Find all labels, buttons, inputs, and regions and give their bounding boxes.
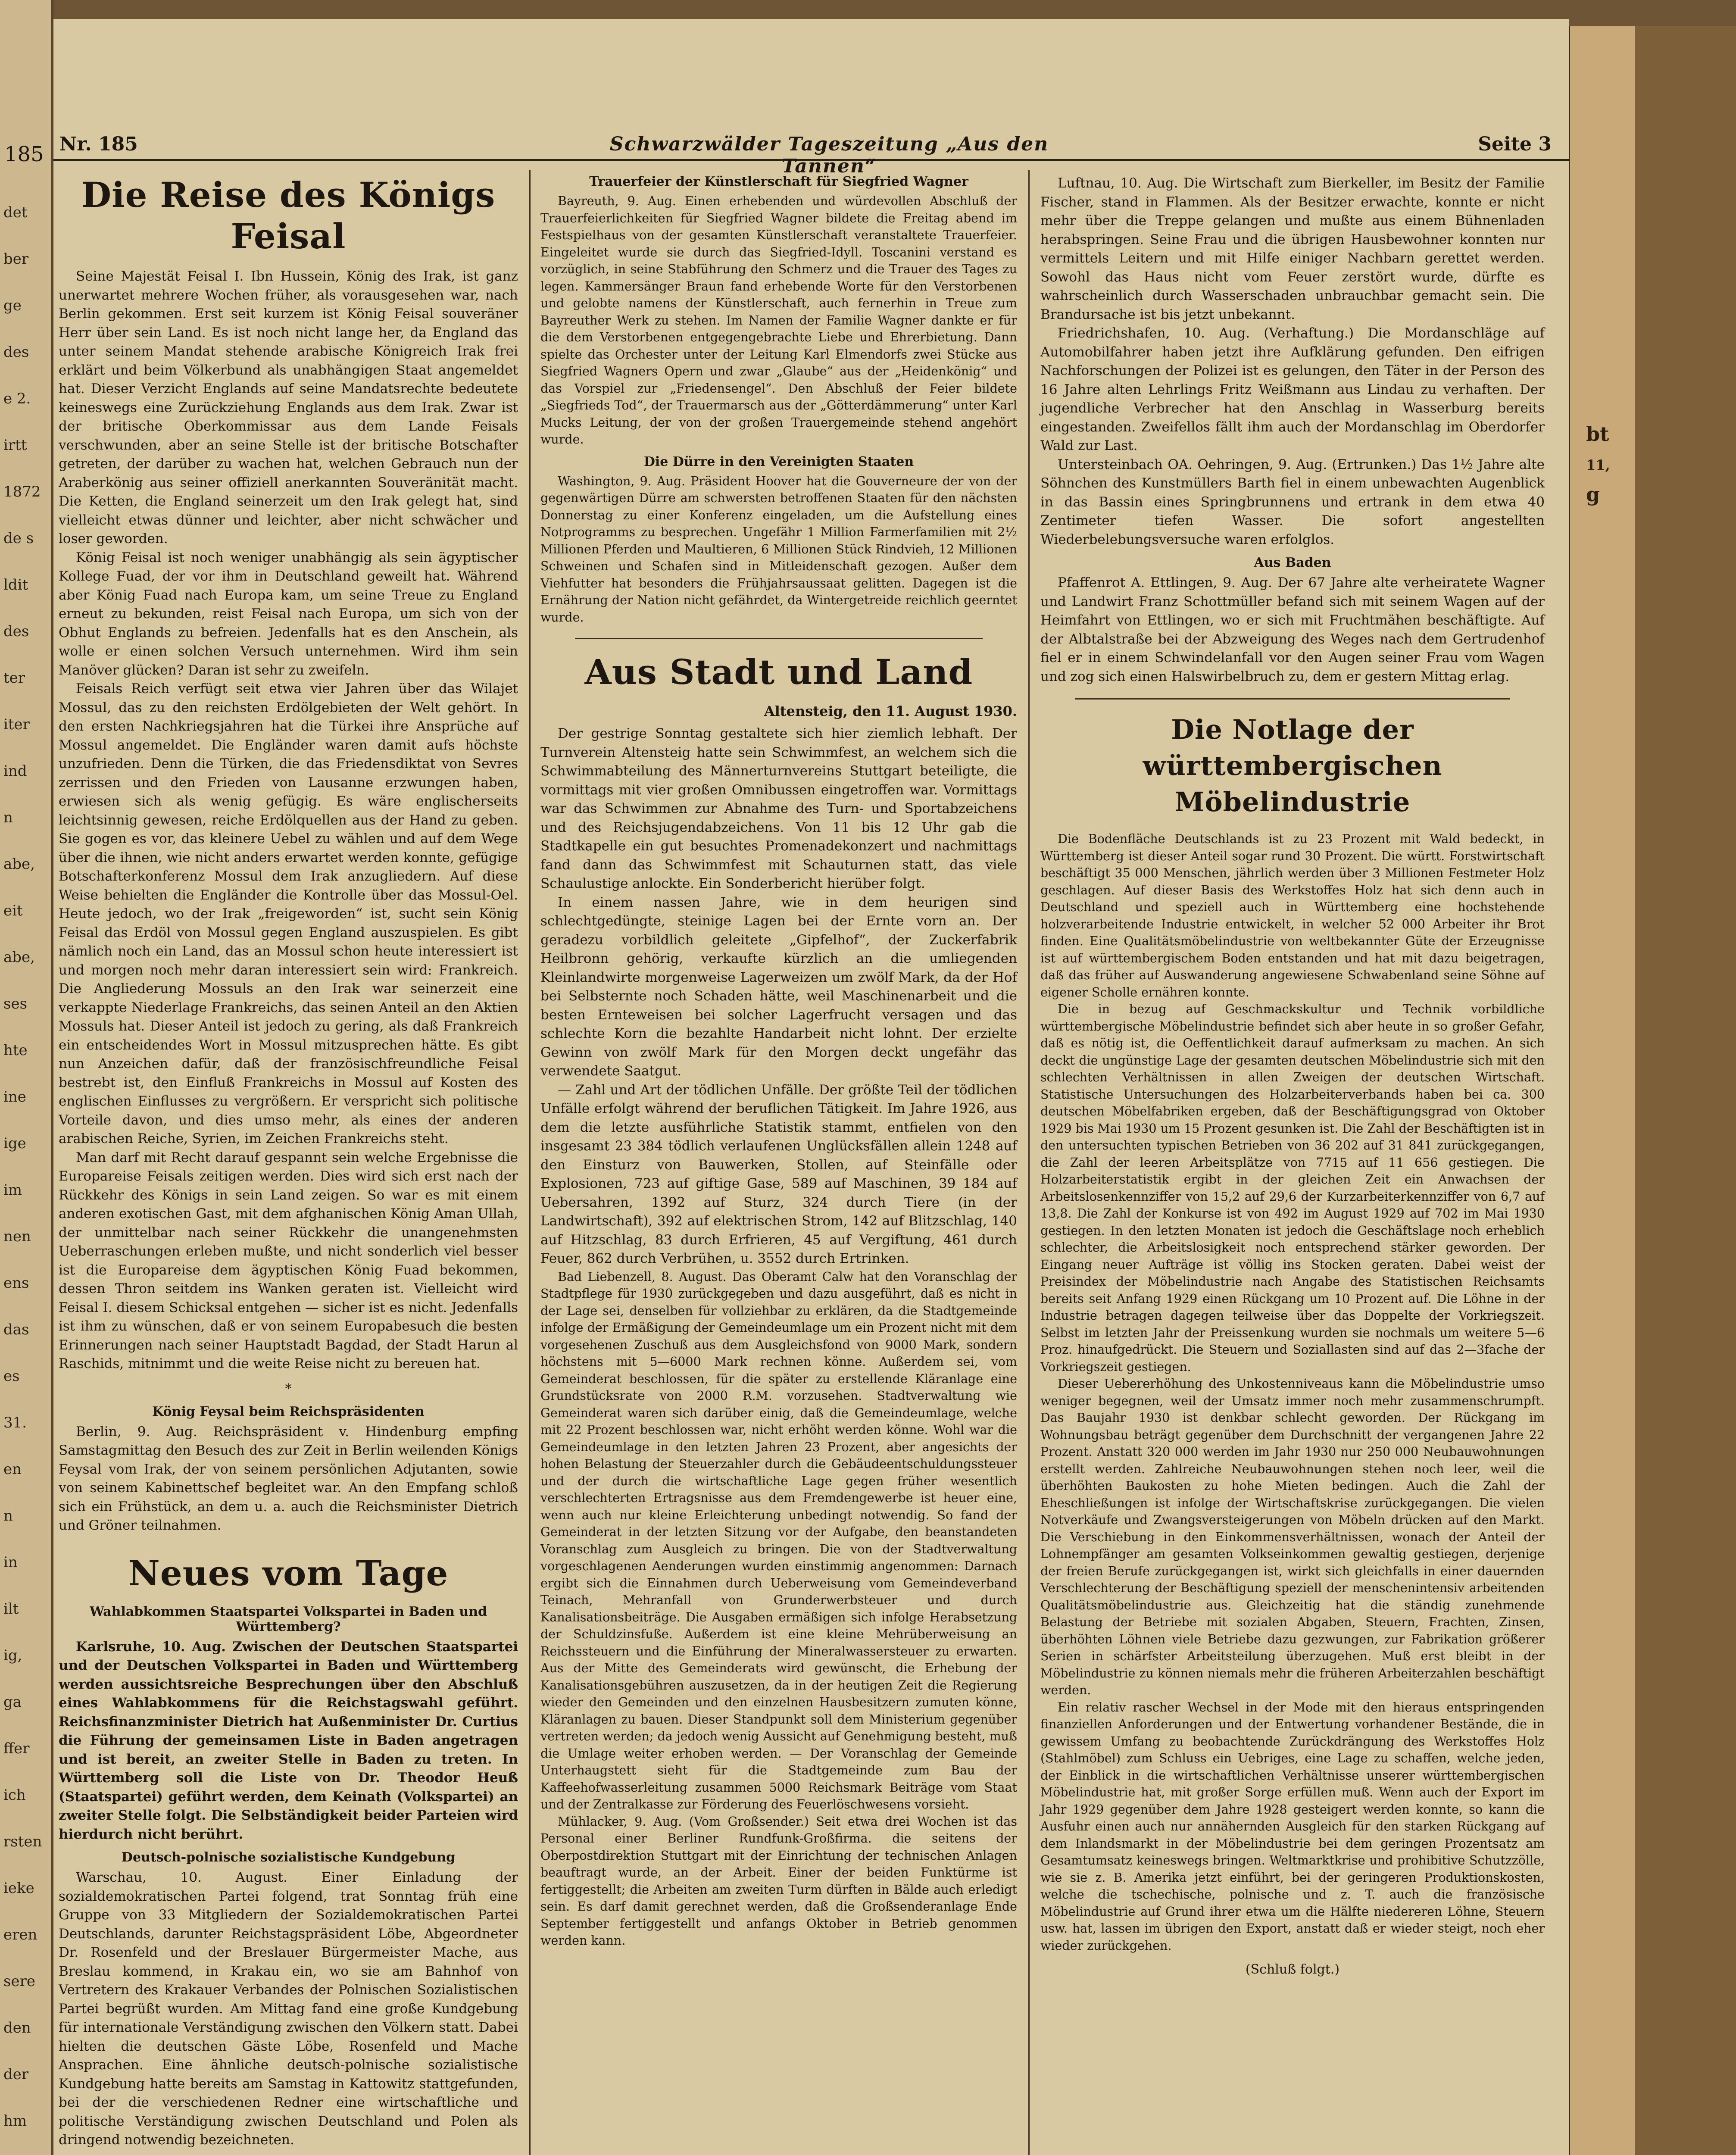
previous-page-fragment: 1872 bbox=[3, 483, 41, 500]
previous-page-fragment: n bbox=[3, 1507, 13, 1524]
previous-page-fragment: ge bbox=[3, 297, 22, 314]
previous-page-fragment: ldit bbox=[3, 576, 28, 593]
previous-page-fragment: eren bbox=[3, 1926, 37, 1943]
subheadline: Wahlabkommen Staatspartei Volkspartei in Baden und Württemberg? bbox=[90, 1604, 487, 1634]
issue-number: Nr. 185 bbox=[59, 133, 138, 155]
previous-page-fragment: abe, bbox=[3, 856, 35, 873]
previous-page-fragment: de s bbox=[3, 530, 34, 547]
masthead bbox=[53, 129, 1569, 177]
separator-star: * bbox=[285, 1381, 292, 1396]
article-paragraph: Seine Majestät Feisal I. Ibn Hussein, König des Irak, ist ganz unerwartet mehrere Wochen früher, als vorausgesehen war, nach Berlin gekommen. Erst seit kurzem ist König Feisal souveräner Herr über sein Land. Es ist noch nicht lange her, da England das unter seinem Mandat stehende arabische Königreich Irak frei erklärt und beim Völkerbund als unabhängigen Staat angemeldet hat. Dieser Verzicht Englands auf seine Mandatsrechte bedeutete keineswegs eine Zurückziehung Englands aus dem Irak. Zwar ist der britische Oberkommissar aus dem Lande Feisals verschwunden, aber an seine Stelle ist der britische Botschafter getreten, der darüber zu wachen hat, welchen Gebrauch nun der Araberkönig aus seiner offiziell anerkannten Souveränität macht. Die Ketten, die England seinerzeit um den Irak gelegt hat, sind vielleicht etwas dünner und leichter, aber nicht schwächer und loser geworden. bbox=[59, 269, 518, 547]
previous-page-fragment: ich bbox=[3, 1786, 26, 1804]
previous-page-fragment: nen bbox=[3, 1228, 31, 1245]
subheadline: Die Dürre in den Vereinigten Staaten bbox=[643, 454, 914, 469]
subheadline: König Feysal beim Reichspräsidenten bbox=[152, 1404, 425, 1419]
subheadline: Aus Baden bbox=[1254, 555, 1331, 570]
article-paragraph: Die Bodenfläche Deutschlands ist zu 23 Prozent mit Wald bedeckt, in Württemberg ist dieser Anteil sogar rund 30 Prozent. Die württ. Forstwirtschaft beschäftigt 35 000 Menschen, jährlich werden über 3 Millionen Festmeter Holz geschlagen. Auf dieser Basis des Werkstoffes Holz hat sich denn auch in Deutschland und speziell auch in Württemberg eine hochstehende holzverarbeitende Industrie entwickelt, in welcher 52 000 Arbeiter ihr Brot finden. Eine Qualitätsmöbelindustrie von weltbekannter Güte der Erzeugnisse ist auf württembergischem Boden entstanden und hat mit dazu beigetragen, daß das früher auf Auswanderung angewiesene Schwabenland seine Söhne auf eigener Scholle ernähren konnte. bbox=[1040, 832, 1545, 999]
previous-page-fragment: ens bbox=[3, 1274, 29, 1292]
binding-gutter bbox=[1569, 26, 1736, 2155]
previous-page-fragment: e 2. bbox=[3, 390, 31, 407]
previous-page-fragment: ind bbox=[3, 762, 27, 780]
previous-page-fragment: ilt bbox=[3, 1600, 19, 1618]
previous-page-fragment: det bbox=[3, 204, 28, 221]
article-paragraph: Berlin, 9. Aug. Reichspräsident v. Hindenburg empfing Samstagmittag den Besuch des zur Zeit in Berlin weilenden Königs Feysal vom Irak, der von seinem persönlichen Adjutanten, sowie von seinem Kabinettschef begleitet war. An den Empfang schloß sich ein Frühstück, an dem u. a. auch die Reichsminister Dietrich und Gröner teilnahmen. bbox=[59, 1424, 518, 1533]
previous-page-fragment: eit bbox=[3, 902, 23, 919]
previous-page-fragment: en bbox=[3, 1461, 22, 1478]
previous-page-fragment: den bbox=[3, 2019, 31, 2036]
continuation-note: (Schluß folgt.) bbox=[1245, 1962, 1340, 1977]
previous-page-fragment: rsten bbox=[3, 1833, 42, 1850]
article-paragraph: Bayreuth, 9. Aug. Einen erhebenden und würdevollen Abschluß der Trauerfeierlichkeiten für Siegfried Wagner bildete die Freitag abend im Festspielhaus von der gesamten Künstlerschaft veranstaltete Trauerfeier. Eingeleitet wurde sie durch das Siegfried-Idyll. Toscanini verstand es vorzüglich, in seine Stabführung den Schmerz und die Trauer des Tages zu legen. Kammersänger Braun fand erhebende Worte für den Verstorbenen und gelobte namens der Künstlerschaft, auch fernerhin in Treue zum Bayreuther Werk zu stehen. Im Namen der Familie Wagner dankte er für die dem Verstorbenen entgegengebrachte Liebe und Ehrerbietung. Dann spielte das Orchester unter der Leitung Karl Elmendorfs zwei Stücke aus Siegfried Wagners Opern und zwar „Glaube“ aus der „Heidenkönig“ und das Vorspiel zur „Friedensengel“. Den Abschluß der Feier bildete „Siegfrieds Tod“, der Trauermarsch aus der „Götterdämmerung“ unter Karl Mucks Leitung, der von der großen Trauergemeinde stehend angehört wurde. bbox=[540, 194, 1017, 447]
previous-page-fragment: sere bbox=[3, 1973, 35, 1990]
previous-page-fragment: irtt bbox=[3, 437, 27, 454]
divider bbox=[575, 638, 983, 639]
binding-fragment: bt bbox=[1586, 422, 1609, 446]
previous-page-fragment: ig, bbox=[3, 1647, 22, 1664]
headline-moebelindustrie: Die Notlage der württembergischen Möbelindustrie bbox=[1143, 714, 1443, 818]
previous-page-fragment: n bbox=[3, 809, 13, 826]
article-paragraph: Man darf mit Recht darauf gespannt sein welche Ergebnisse die Europareise Feisals zeitigen werden. Dies wird sich erst nach der Rückkehr des Königs in sein Land zeigen. So war es mit einem anderen exotischen Gast, mit dem afghanischen König Aman Ullah, der unmittelbar nach seiner Rückkehr die unangenehmsten Ueberraschungen erleben mußte, und nicht sonderlich viel besser ist die Europareise dem ägyptischen König Fuad bekommen, dessen Thron seitdem ins Wanken geraten ist. Vielleicht wird Feisal I. diesem Schicksal entgehen — sicher ist es nicht. Jedenfalls ist ihm zu wünschen, daß er von seinem Europabesuch die besten Erinnerungen nach seiner Hauptstadt Bagdad, der Stadt Harun al Raschids, mitnimmt und die weite Reise nicht zu bereuen hat. bbox=[59, 1149, 518, 1371]
article-paragraph: Pfaffenrot A. Ettlingen, 9. Aug. Der 67 Jahre alte verheiratete Wagner und Landwirt Franz Schottmüller befand sich mit seinem Wagen auf der Heimfahrt von Ettlingen, wo er sich mit Fruchtmähen beschäftigte. Auf der Albtalstraße bei der Abzweigung des Weges nach dem Gertrudenhof fiel er in einem Schwindelanfall vor den Augen seiner Frau vom Wagen und zog sich einen Halswirbelbruch zu, dem er gestern Mittag erlag. bbox=[1040, 575, 1545, 684]
previous-page-fragment: ga bbox=[3, 1693, 22, 1711]
article-paragraph: — Zahl und Art der tödlichen Unfälle. Der größte Teil der tödlichen Unfälle erfolgt während der beruflichen Tätigkeit. Im Jahre 1926, aus dem die letzte ausführliche Statistik stammt, entfielen von den insgesamt 23 384 tödlich verlaufenen Unglücksfällen allein 1248 auf den Einsturz von Bauwerken, Stollen, auf Steinfälle oder Explosionen, 723 auf giftige Gase, 589 auf Maschinen, 39 184 auf Uebersahren, 1392 auf Sturz, 324 durch Tiere (in der Landwirtschaft), 392 auf elektrischen Strom, 142 auf Blitzschlag, 140 auf Hitzschlag, 83 durch Erfrieren, 45 auf Vergiftung, 461 durch Feuer, 862 durch Verbrühen, u. 3552 durch Ertrinken. bbox=[540, 1082, 1017, 1266]
article-paragraph: Dieser Uebererhöhung des Unkostenniveaus kann die Möbelindustrie umso weniger begegnen, weil der Umsatz immer noch mehr zusammenschrumpft. Das Baujahr 1930 ist denkbar schlecht geworden. Der Rückgang im Wohnungsbau beträgt gegenüber dem Durchschnitt der vergangenen Jahre 22 Prozent. Anstatt 320 000 werden im Jahr 1930 nur 250 000 Neubauwohnungen erstellt werden. Zahlreiche Neubauwohnungen stehen noch leer, weil die überhöhten Baukosten zu hohe Mieten bedingen. Auch die Zahl der Eheschließungen ist infolge der Wirtschaftskrise zurückgegangen. Die vielen Notverkäufe und Zwangsversteigerungen von Möbeln drücken auf den Markt. Die Verschiebung in den Einkommensverhältnissen, wonach der Anteil der Lohnempfänger am gesamten Volkseinkommen gewaltig gestiegen, derjenige der freien Berufe zurückgegangen ist, wirkt sich gleichfalls in einer dauernden Verschlechterung der Beschäftigung speziell der menschenintensiv arbeitenden Qualitätsmöbelindustrie aus. Gleichzeitig hat die ständig zunehmende Belastung der Betriebe mit sozialen Abgaben, Steuern, Frachten, Zinsen, überhöhten Löhnen viele Betriebe dazu gezwungen, zur Fabrikation größerer Serien in schärfster Arbeitsteilung überzugehen. Muß erst bleibt in der Möbelindustrie zu können niemals mehr die früheren Arbeiterzahlen beschäftigt werden. bbox=[1040, 1377, 1545, 1697]
article-paragraph: Karlsruhe, 10. Aug. Zwischen der Deutschen Staatspartei und der Deutschen Volkspartei in Baden und Württemberg werden aussichtsreiche Besprechungen über den Abschluß eines Wahlabkommens für die Reichstagswahl geführt. Reichsfinanzminister Dietrich hat Außenminister Dr. Curtius die Führung der gemeinsamen Liste in Baden angetragen und ist bereit, an zweiter Stelle in Baden zu treten. In Württemberg soll die Liste von Dr. Theodor Heuß (Staatspartei) geführt werden, dem Keinath (Volkspartei) an zweiter Stelle folgt. Die Selbständigkeit beider Parteien wird hierdurch nicht berührt. bbox=[59, 1639, 518, 1842]
article-paragraph: Die in bezug auf Geschmackskultur und Technik vorbildliche württembergische Möbelindustrie befindet sich aber heute in so großer Gefahr, daß es nötig ist, die Oeffentlichkeit darauf aufmerksam zu machen. An sich deckt die ungünstige Lage der gesamten deutschen Möbelindustrie sich mit den schlechten Verhältnissen in allen Zweigen der deutschen Wirtschaft. Statistische Untersuchungen des Holzarbeiterverbands haben bei ca. 300 deutschen Möbelfabriken ergeben, daß der Beschäftigungsgrad von Oktober 1929 bis Mai 1930 um 15 Prozent gesunken ist. Die Zahl der Beschäftigten ist in den untersuchten typischen Betrieben von 36 202 auf 31 841 zurückgegangen, die Zahl der leeren Arbeitsplätze von 7715 auf 11 656 gestiegen. Die Holzarbeiterstatistik ergibt in der gleichen Zeit ein Anwachsen der Arbeitslosenkennziffer von 15,2 auf 29,6 der Kurzarbeiterkennziffer von 6,7 auf 13,8. Die Zahl der Konkurse ist von 492 im August 1929 auf 702 im Mai 1930 gestiegen. In den letzten Monaten ist jedoch die Geschäftslage noch erheblich schlechter, die Arbeitslosigkeit noch entsprechend stärker geworden. Der Eingang neuer Aufträge ist völlig ins Stocken geraten. Dabei weist der Preisindex der Möbelindustrie nach Angabe des Statistischen Reichsamts bereits seit Anfang 1929 einen Rückgang um 10 Prozent auf. Die Löhne in der Industrie betragen dagegen teilweise über das Doppelte der Vorkriegszeit. Selbst im letzten Jahr der Preissenkung wurden sie nochmals um weitere 5—6 Proz. hinaufgedrückt. Die Steuern und Soziallasten sind auf das 2—3fache der Vorkriegszeit gestiegen. bbox=[1040, 1002, 1545, 1374]
section-heading-stadt-und-land: Aus Stadt und Land bbox=[584, 652, 973, 692]
previous-page-fragment: es bbox=[3, 1368, 20, 1385]
article-paragraph: Friedrichshafen, 10. Aug. (Verhaftung.) Die Mordanschläge auf Automobilfahrer haben jetzt ihre Aufklärung gefunden. Den eifrigen Nachforschungen der Polizei ist es gelungen, den Täter in der Person des 16 Jahre alten Lehrlings Fritz Weißmann aus Lindau zu verhaften. Der jugendliche Verbrecher hat den Anschlag in Wasserburg bereits eingestanden. Zweifellos fällt ihm auch der Mordanschlag im Oberdorfer Wald zur Last. bbox=[1040, 325, 1545, 453]
previous-page-fragment: 31. bbox=[3, 1414, 27, 1431]
column-1 bbox=[59, 174, 518, 2150]
divider bbox=[1075, 698, 1510, 700]
previous-page-fragment: in bbox=[3, 1554, 18, 1571]
headline-feisal: Die Reise des Königs Feisal bbox=[81, 175, 496, 256]
article-paragraph: Untersteinbach OA. Oehringen, 9. Aug. (Ertrunken.) Das 1½ Jahre alte Söhnchen des Kunstmüllers Barth fiel in einem unbewachten Augenblick in das Bassin eines Springbrunnens und ertrank in dem etwa 40 Zentimeter tiefen Wasser. Die sofort angestellten Wiederbelebungsversuche waren erfolglos. bbox=[1040, 456, 1545, 547]
binding-fragment: g bbox=[1586, 483, 1600, 506]
article-paragraph: Ein relativ rascher Wechsel in der Mode mit den hieraus entspringenden finanziellen Anforderungen und der Entwertung vorhandener Bestände, die in gewissem Umfang zu beobachtende Zurückdrängung des Werkstoffes Holz (Stahlmöbel) zum Schluss ein Uebriges, eine Lage zu schaffen, welche jeden, der Einblick in die wirtschaftlichen Verhältnisse unserer württembergischen Möbelindustrie hat, mit großer Sorge erfüllen muß. Wenn auch der Export im Jahr 1929 gegenüber dem Jahre 1928 gesteigert werden konnte, so kann die Ausfuhr einen auch nur annähernden Ausgleich für den starken Rückgang auf dem Inlandsmarkt in der Möbelindustrie bei dem geringen Prozentsatz am Gesamtumsatz keineswegs bringen. Weltmarktkrise und prohibitive Schutzzölle, wie sie z. B. Amerika jetzt einführt, bei der geringeren Produktionskosten, welche die tschechische, polnische und z. T. auch die französische Möbelindustrie auf Grund ihrer etwa um die Hälfte niedereren Löhne, Steuern usw. hat, lassen im übrigen den Export, anstatt daß er wieder steigt, noch eher wieder zurückgehen. bbox=[1040, 1700, 1545, 1953]
newspaper-page bbox=[53, 19, 1569, 2155]
column-2 bbox=[540, 174, 1017, 1949]
previous-page-fragment: das bbox=[3, 1321, 29, 1338]
article-paragraph: Der gestrige Sonntag gestaltete sich hier ziemlich lebhaft. Der Turnverein Altensteig hatte sein Schwimmfest, an welchem sich die Schwimmabteilung des Männerturnvereins Stuttgart beteiligte, die vormittags mit vier großen Omnibussen eingetroffen war. Vormittags war das Schwimmen zur Abnahme des Turn- und Sportabzeichens und des Reichsjugendabzeichens. Von 11 bis 12 Uhr gab die Stadtkapelle ein gut besuchtes Promenadekonzert und nachmittags fand dann das Schwimmfest mit Schauturnen statt, das viele Schaulustige anlockte. Ein Sonderbericht hierüber folgt. bbox=[540, 726, 1017, 891]
previous-page-fragment: ige bbox=[3, 1135, 26, 1152]
previous-page-fragment: ter bbox=[3, 669, 25, 687]
article-paragraph: König Feisal ist noch weniger unabhängig als sein ägyptischer Kollege Fuad, der vor ihm in Deutschland geweilt hat. Während aber König Fuad nach Europa kam, um seine Treue zu England erneut zu bekunden, reist Feisal nach Europa, um sich von der Obhut Englands zu befreien. Jedenfalls hat es den Anschein, als wolle er einen solchen Versuch unternehmen. Wird ihm sein Manöver glücken? Daran ist sehr zu zweifeln. bbox=[59, 550, 518, 678]
subheadline: Deutsch-polnische sozialistische Kundgebung bbox=[121, 1850, 456, 1865]
article-paragraph: Warschau, 10. August. Einer Einladung der sozialdemokratischen Partei folgend, trat Sonntag früh eine Gruppe von 33 Mitgliedern der Sozialdemokratischen Partei Deutschlands, darunter Reichstagspräsident Löbe, Abgeordneter Dr. Rosenfeld und der Breslauer Bürgermeister Mache, aus Breslau kommend, in Krakau ein, wo sie am Bahnhof von Vertretern des Krakauer Verbandes der Polnischen Sozialistischen Partei begrüßt wurden. Am Mittag fand eine große Kundgebung für internationale Verständigung zwischen den Völkern statt. Dabei hielten die deutschen Gäste Löbe, Rosenfeld und Mache Ansprachen. Eine ähnliche deutsch-polnische sozialistische Kundgebung hatte bereits am Samstag in Kattowitz stattgefunden, bei der die verschiedenen Redner eine wirtschaftliche und politische Verständigung zwischen Deutschland und Polen als dringend notwendig bezeichneten. bbox=[59, 1870, 518, 2148]
column-3 bbox=[1040, 174, 1545, 1985]
previous-page-fragment: iter bbox=[3, 716, 30, 733]
previous-page-fragment: ffer bbox=[3, 1740, 30, 1757]
previous-page-fragment: abe, bbox=[3, 949, 35, 966]
previous-page-fragment: hm bbox=[3, 2112, 27, 2130]
section-heading-neues-vom-tage: Neues vom Tage bbox=[128, 1552, 449, 1593]
previous-page-fragment: ses bbox=[3, 995, 28, 1012]
previous-page-fragment: hte bbox=[3, 1042, 28, 1059]
dateline: Altensteig, den 11. August 1930. bbox=[764, 703, 1017, 719]
previous-page-fragment: im bbox=[3, 1181, 22, 1199]
article-paragraph: Feisals Reich verfügt seit etwa vier Jahren über das Wilajet Mossul, das zu den reichsten Erdölgebieten der Welt gehört. In den ersten Nachkriegsjahren hat die Türkei ihre Ansprüche auf Mossul angemeldet. Die Engländer waren damit aufs höchste unzufrieden. Denn die Türken, die das Friedensdiktat von Sevres zerrissen und den Frieden von Lausanne erzwungen haben, erwiesen sich als wenig gefügig. Es wäre englischerseits leichtsinnig gewesen, reiche Erdölquellen aus der Hand zu geben. Sie gogen es vor, das kleinere Uebel zu wählen und auf dem Wege über die ihnen, wie nicht anders erwartet werden konnte, gefügige Botschafterkonferenz Mossul dem Irak anzugliedern. Auf diese Weise behielten die Engländer die Kontrolle über das Mossul-Oel. Heute jedoch, wo der Irak „freigeworden“ ist, sucht sein König Feisal das Erdöl von Mossul gegen England auszuspielen. Es gibt nämlich noch ein Land, das an Mossul schon heute interessiert ist und morgen noch mehr daran interessiert sein wird: Frankreich. Die Angliederung Mossuls an den Irak war seinerzeit eine verkappte Niederlage Frankreichs, das seinen Anteil an den Aktien Mossuls hat. Dieser Anteil ist jedoch zu gering, als daß Frankreich ein entscheidendes Wort in Mossul mitzusprechen hätte. Es gibt nun Anzeichen dafür, daß der französischfreundliche Feisal bestrebt ist, den Einfluß Frankreichs in Mossul auf Kosten des englischen Einflusses zu vergrößern. Er verspricht sich politische Vorteile davon, und dies umso mehr, als eines der anderen arabischen Reiche, Syrien, im Zeichen Frankreichs steht. bbox=[59, 681, 518, 1146]
next-page-edge bbox=[1569, 26, 1635, 2155]
newspaper-title: Schwarzwälder Tageszeitung „Aus den Tannen“ bbox=[609, 133, 1049, 177]
subheadline: Trauerfeier der Künstlerschaft für Siegfried Wagner bbox=[589, 174, 968, 189]
column-rule bbox=[1028, 170, 1030, 2155]
previous-page-fragment: des bbox=[3, 344, 29, 361]
previous-page-fragment: ieke bbox=[3, 1880, 34, 1897]
article-paragraph: In einem nassen Jahre, wie in dem heurigen sind schlechtgedüngte, steinige Lagen bei der Ernte vorn an. Der geradezu vorbildlich geleitete „Gipfelhof“, der Zuckerfabrik Heilbronn gehörig, verkaufte kürzlich an die umliegenden Kleinlandwirte morgenweise Lagerweizen um zwölf Mark, da der Hof bei Selbsternte noch Schaden hätte, weil Maschinenarbeit und die besten Ernteweisen bei solcher Lagerfrucht versagen und das schlechte Korn die bezahlte Handarbeit nicht lohnt. Der erzielte Gewinn von zwölf Mark für den Morgen deckt ungefähr das verwendete Saatgut. bbox=[540, 894, 1017, 1079]
previous-page-fragment: ine bbox=[3, 1088, 26, 1106]
page-number: Seite 3 bbox=[1478, 133, 1552, 155]
binding-fragment: 11, bbox=[1586, 457, 1610, 473]
article-paragraph: Washington, 9. Aug. Präsident Hoover hat die Gouverneure der von der gegenwärtigen Dürre am schwersten betroffenen Staaten für den nächsten Donnerstag zu einer Konferenz eingeladen, um die Aufstellung eines Notprogramms zu besprechen. Ungefähr 1 Million Farmerfamilien mit 2½ Millionen Pferden und Maultieren, 6 Millionen Stück Rindvieh, 12 Millionen Schweinen und Schafen sind in Mitleidenschaft gezogen. Außer dem Viehfutter hat besonders die Frühjahrsaussaat gelitten. Dagegen ist die Ernährung der Nation nicht gefährdet, da Wintergetreide reichlich geerntet wurde. bbox=[540, 474, 1017, 625]
previous-page-number: 185 bbox=[4, 142, 44, 166]
previous-page-fragment: der bbox=[3, 2066, 29, 2083]
previous-page-fragment: des bbox=[3, 623, 29, 640]
article-paragraph: Mühlacker, 9. Aug. (Vom Großsender.) Seit etwa drei Wochen ist das Personal einer Berliner Rundfunk-Großfirma. die seitens der Oberpostdirektion Stuttgart mit der Einrichtung der technischen Anlagen beauftragt wurde, an der Arbeit. Einer der beiden Funktürme ist fertiggestellt; die Arbeiten am zweiten Turm dürften in Bälde auch erledigt sein. Es darf damit gerechnet werden, daß die Großsenderanlage Ende September fertiggestellt und anfangs Oktober in Betrieb genommen werden kann. bbox=[540, 1814, 1017, 1948]
article-paragraph: Bad Liebenzell, 8. August. Das Oberamt Calw hat den Voranschlag der Stadtpflege für 1930 zurückgegeben und dazu ausgeführt, daß es nicht in der Lage sei, denselben für vollziehbar zu erklären, da die Stadtgemeinde infolge der Ermäßigung der Gemeindeumlage um ein Prozent nicht mit dem vorgesehenen Zuschuß aus dem Ausgleichsfond von 9000 Mark, sondern höchstens mit 5—6000 Mark rechnen könne. Außerdem sei, vom Gemeinderat beschlossen, für die später zu erstellende Kläranlage eine Grundstücksrate von 2000 R.M. vorzusehen. Stadtverwaltung wie Gemeinderat waren sich darüber einig, daß die Gemeindeumlage, welche mit 22 Prozent beschlossen war, nicht erhöht werden könne. Wohl war die Gemeindeumlage in den letzten Jahren 23 Prozent, aber angesichts der hohen Belastung der Steuerzahler durch die Gebäudeentschuldungssteuer und der durch die wirtschaftliche Lage gegen früher wesentlich verschlechterten Ertragsnisse aus dem Fremdengewerbe ist heuer eine, wenn auch nur kleine Erleichterung unbedingt notwendig. So fand der Gemeinderat in der letzten Sitzung vor der Aufgabe, den beanstandeten Voranschlag zum Ausgleich zu bringen. Die von der Stadtverwaltung vorgeschlagenen Aenderungen wurden einstimmig angenommen: Darnach ergibt sich die Einnahmen durch Ueberweisung vom Gemeindeverband Teinach, Mehranfall von Grunderwerbsteuer und durch Kanalisationsbeiträge. Die Ausgaben ermäßigen sich infolge Herabsetzung der Schuldzinsfuße. Außerdem ist eine kleine Mehrüberweisung an Reichssteuern und die Einführung der Mineralwassersteuer zu erwarten. Aus der Mitte des Gemeinderats wird gewünscht, die Erhebung der Kanalisationsgebühren auszusetzen, da in der heutigen Zeit die Regierung wieder den Gemeinden und den einzelnen Hausbesitzern zumuten könne, Kläranlagen zu bauen. Dieser Standpunkt soll dem Ministerium gegenüber vertreten werden; da jedoch wenig Aussicht auf Genehmigung besteht, muß die Umlage weiter erhoben werden. — Der Voranschlag der Gemeinde Unterhaugstett sieht für die Stadtgemeinde zum Bau der Kaffeehofwasserleitung zusammen 5000 Reichsmark Beiträge vom Staat und der Zentralkasse zur Förderung des Feuerlöschwesens vorsieht. bbox=[540, 1269, 1017, 1811]
article-paragraph: Luftnau, 10. Aug. Die Wirtschaft zum Bierkeller, im Besitz der Familie Fischer, stand in Flammen. Als der Besitzer erwachte, konnte er nicht mehr über die Treppe gelangen und mußte aus einem Bühnenladen herabspringen. Seine Frau und die übrigen Hausbewohner konnten nur vermittels Leitern und mit Hilfe einiger Nachbarn gerettet werden. Sowohl das Haus nicht vom Feuer zerstört wurde, dürfte es wahrscheinlich durch Wasserschaden unbrauchbar gemacht sein. Die Brandursache ist bis jetzt unbekannt. bbox=[1040, 175, 1545, 322]
previous-page-strip bbox=[0, 0, 53, 2155]
previous-page-fragment: ber bbox=[3, 250, 29, 268]
column-rule bbox=[529, 170, 531, 2155]
